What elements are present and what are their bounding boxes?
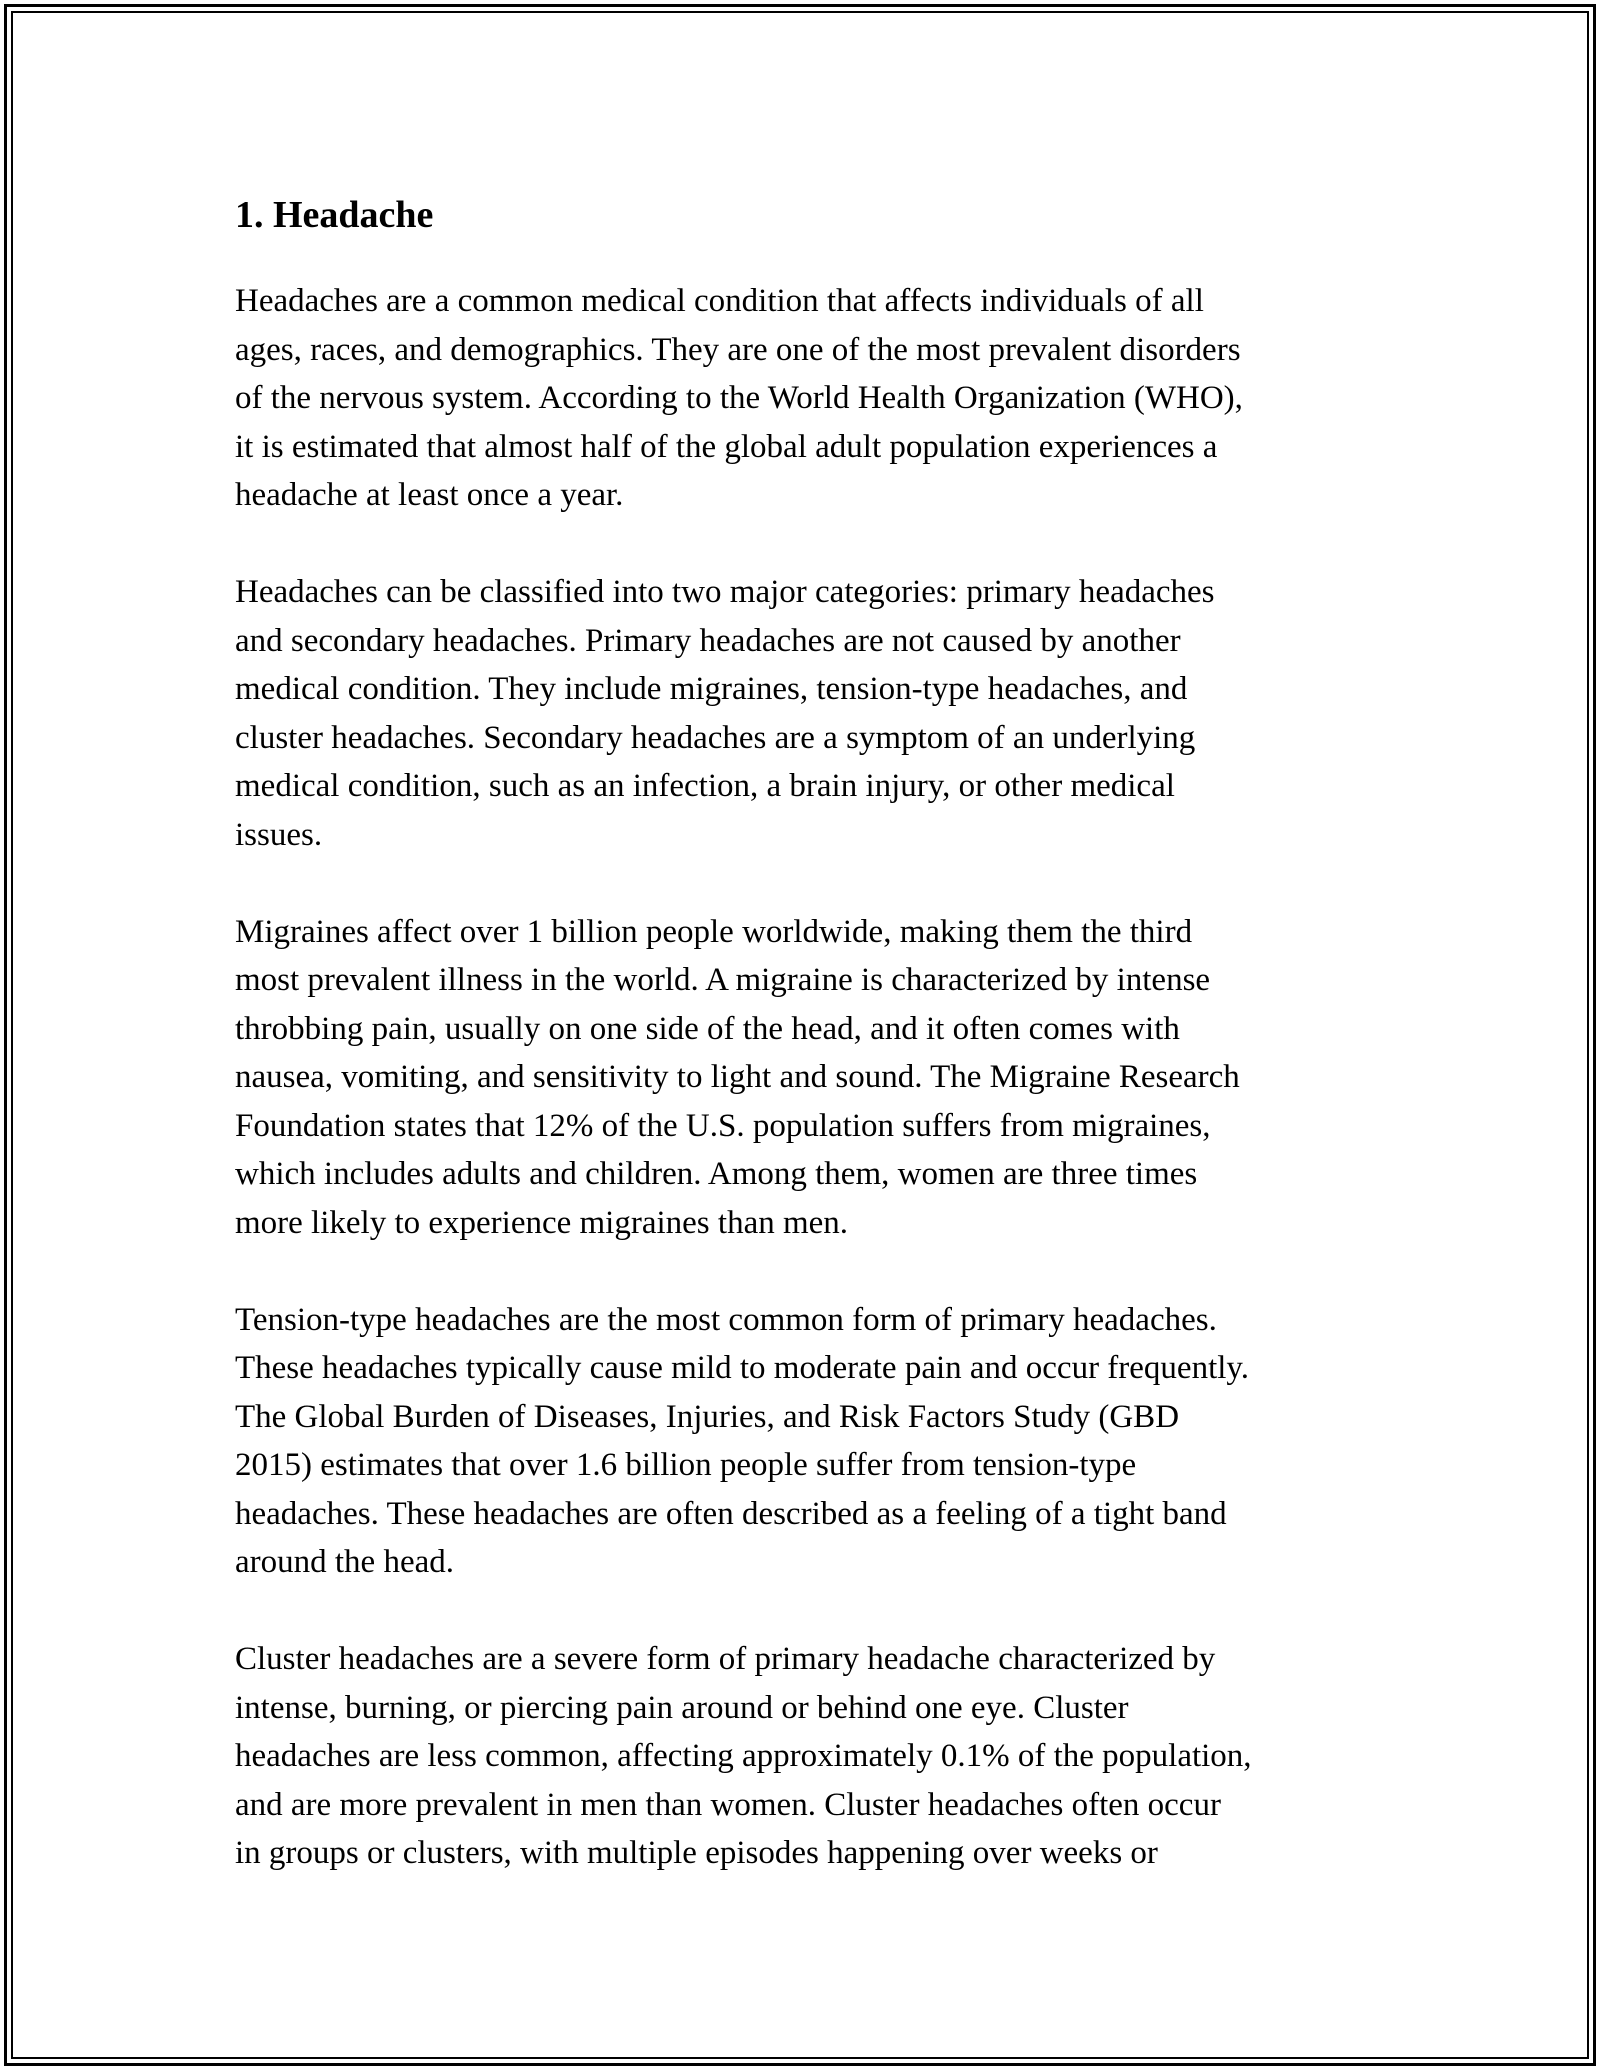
text-line: These headaches typically cause mild to moderate pain and occur frequently. (235, 1350, 1250, 1386)
text-line: throbbing pain, usually on one side of the head, and it often comes with (235, 1010, 1180, 1047)
text-line: more likely to experience migraines than men. (235, 1204, 849, 1241)
text-line: Headaches can be classified into two major categories: primary headaches (235, 574, 1215, 610)
text-line: nausea, vomiting, and sensitivity to light and sound. The Migraine Research (235, 1059, 1240, 1095)
paragraph-intro (235, 277, 1375, 520)
text-line: medical condition, such as an infection, a brain injury, or other medical (235, 768, 1175, 804)
text-line: issues. (235, 816, 323, 853)
text-line: and secondary headaches. Primary headaches are not caused by another (235, 622, 1181, 659)
text-line: around the head. (235, 1544, 454, 1580)
text-line: in groups or clusters, with multiple episodes happening over weeks or (235, 1835, 1158, 1871)
text-line: 2015) estimates that over 1.6 billion people suffer from tension-type (235, 1447, 1137, 1483)
text-line: most prevalent illness in the world. A migraine is characterized by intense (235, 962, 1211, 998)
text-line: of the nervous system. According to the World Health Organization (WHO), (235, 380, 1243, 416)
text-line: Foundation states that 12% of the U.S. population suffers from migraines, (235, 1107, 1211, 1144)
paragraph-classification (235, 568, 1375, 859)
text-line: and are more prevalent in men than women. Cluster headaches often occur (235, 1786, 1221, 1823)
text-line: headaches are less common, affecting approximately 0.1% of the population, (235, 1738, 1252, 1774)
text-line: headache at least once a year. (235, 477, 624, 513)
document-body (235, 183, 1375, 1926)
text-line: Migraines affect over 1 billion people worldwide, making them the third (235, 913, 1193, 950)
text-line: intense, burning, or piercing pain around or behind one eye. Cluster (235, 1689, 1129, 1726)
text-line: cluster headaches. Secondary headaches are a symptom of an underlying (235, 719, 1196, 756)
text-line: it is estimated that almost half of the global adult population experiences a (235, 428, 1218, 465)
text-line: medical condition. They include migraines, tension-type headaches, and (235, 671, 1188, 707)
text-line: Headaches are a common medical condition that affects individuals of all (235, 283, 1204, 319)
paragraph-tension-type (235, 1296, 1375, 1587)
paragraph-migraines (235, 908, 1375, 1248)
paragraph-cluster (235, 1635, 1375, 1878)
section-heading: 1. Headache (235, 194, 434, 236)
text-line: headaches. These headaches are often described as a feeling of a tight band (235, 1495, 1227, 1532)
text-line: Tension-type headaches are the most common form of primary headaches. (235, 1301, 1217, 1338)
text-line: ages, races, and demographics. They are one of the most prevalent disorders (235, 331, 1241, 368)
text-line: The Global Burden of Diseases, Injuries, and Risk Factors Study (GBD (235, 1398, 1180, 1435)
text-line: which includes adults and children. Among them, women are three times (235, 1156, 1198, 1192)
text-line: Cluster headaches are a severe form of primary headache characterized by (235, 1641, 1216, 1677)
